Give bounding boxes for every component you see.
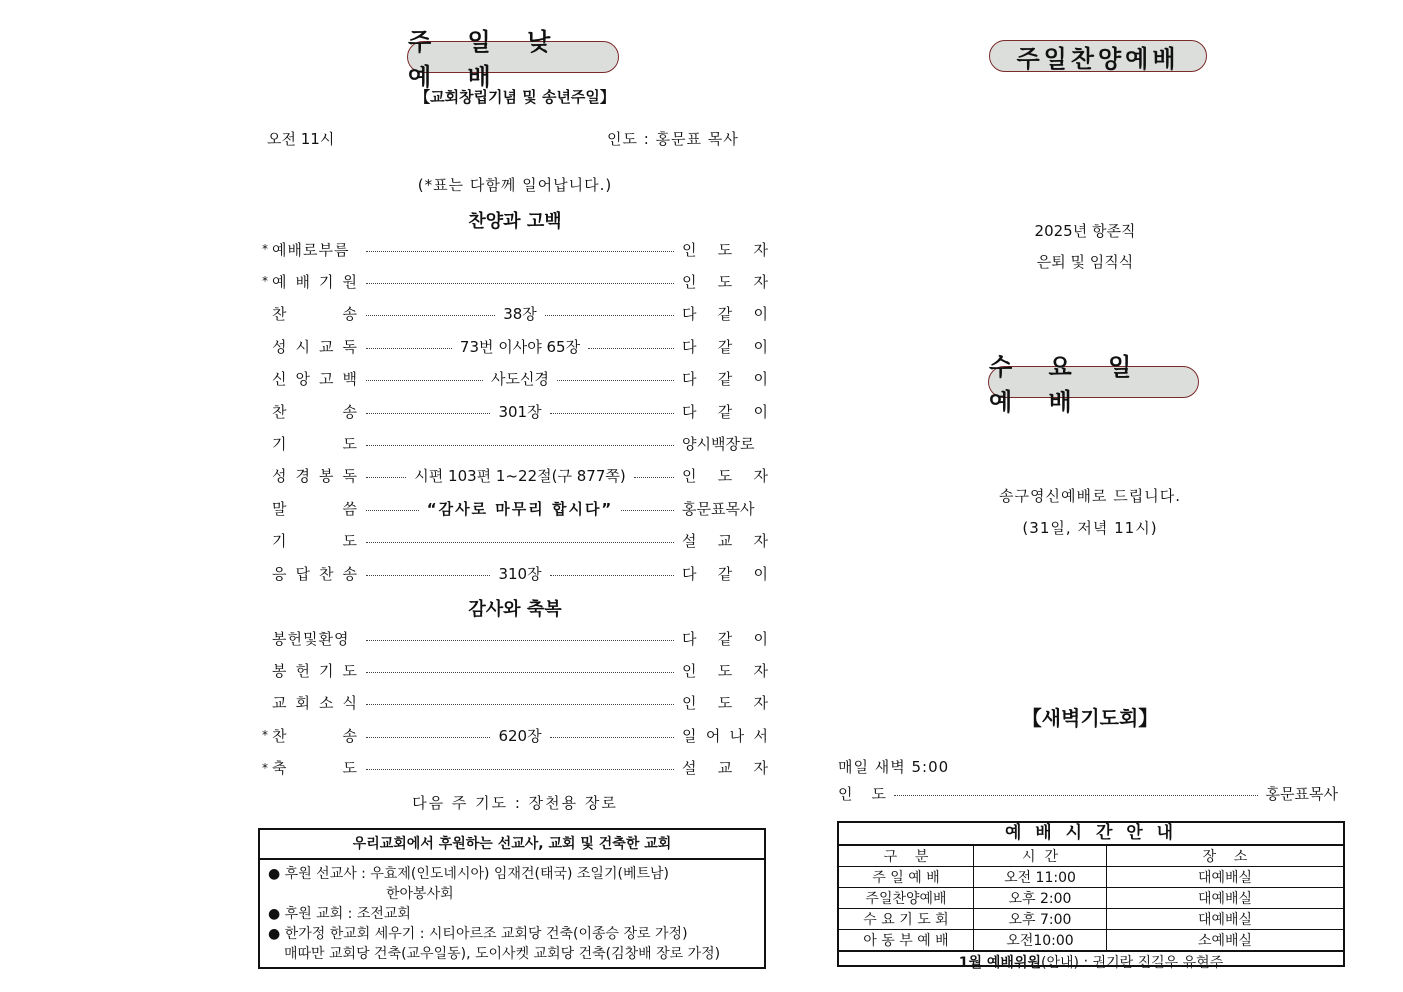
order-performer: 인 도 자 [682,240,768,259]
schedule-row [839,888,1343,909]
dawn-leader-label: 인 도 [838,785,887,803]
order-performer: 인 도 자 [682,467,769,486]
support-missionaries-cont: 한아봉사회 [386,886,454,902]
service-leader: 인도 : 홍문표 목사 [607,130,739,148]
standing-marker: * [262,274,268,289]
row-place: 대예배실 [1107,867,1344,888]
order-label: 찬 송 [272,402,358,421]
order-row [262,335,768,357]
order-detail: 301장 [498,402,542,421]
order-label: 축 도 [272,759,358,778]
dawn-time: 매일 새벽 5:00 [838,758,950,776]
schedule-footer [839,951,1343,975]
order-row [262,497,768,519]
order-performer: 양시백장로 [682,434,755,453]
order-row [262,238,768,260]
order-detail: 사도신경 [491,370,549,389]
support-church: ● 후원 교회 : 조전교회 [268,906,411,922]
order-row [262,465,768,487]
order-performer: 인 도 자 [682,694,768,713]
standing-marker: * [262,760,268,775]
leader-dots [366,769,674,770]
order-performer: 다 같 이 [682,564,768,583]
footer-rest: (안내) : 권기란 진길우 유현주 [1041,955,1224,971]
order-label: 교 회 소 식 [272,694,358,713]
leader-dots [588,348,674,349]
schedule-grid [839,845,1343,951]
leader-dots [366,315,495,316]
leader-dots [366,348,452,349]
order-row [262,659,768,681]
schedule-title: 예 배 시 간 안 내 [839,823,1343,845]
support-missionaries: ● 후원 선교사 : 우효제(인도네시아) 임재건(태국) 조일기(베트남) [268,866,669,882]
order-label: 말 씀 [272,499,358,518]
leader-dots [366,445,674,446]
order-label: 봉 헌 기 도 [272,661,358,680]
sunday-praise-title [989,40,1207,72]
leader-dots [634,477,674,478]
order-performer: 다 같 이 [682,337,769,356]
order-performer: 일 어 나 서 [682,726,768,745]
church-building: ● 한가정 한교회 세우기 : 시티아르조 교회당 건축(이종승 장로 가정) [268,926,688,942]
row-place: 대예배실 [1107,888,1344,909]
leader-dots [366,251,674,252]
row-category: 수 요 기 도 회 [839,909,974,930]
sunday-service-title [407,28,619,91]
leader-dots [366,413,490,414]
order-row [262,400,768,422]
church-building-cont: 매따만 교회당 건축(교우일동), 도이사켓 교회당 건축(김창배 장로 가정) [284,946,721,962]
order-performer: 다 같 이 [682,305,769,324]
section-thanks-blessing: 감사와 축복 [468,599,562,620]
order-performer: 인 도 자 [682,272,768,291]
order-label: 성 시 교 독 [272,337,358,356]
leader-dots [366,542,674,543]
row-place: 대예배실 [1107,909,1344,930]
order-row [262,432,768,454]
leader-dots [366,510,419,511]
standing-note: (*표는 다함께 일어납니다.) [417,176,613,194]
leader-dots [550,737,674,738]
order-row [262,692,768,714]
order-label: 예배로부름 [272,240,350,259]
leader-dots [366,477,406,478]
row-time: 오후 7:00 [974,909,1107,930]
leader-dots [557,380,674,381]
row-time: 오후 2:00 [974,888,1107,909]
next-week-prayer: 다음 주 기도 : 장천용 장로 [412,794,618,812]
support-box-title: 우리교회에서 후원하는 선교사, 교회 및 건축한 교회 [260,830,764,860]
title-text: 주 일 낮 예 배 [408,28,565,91]
footer-bold: 1월 예배위원 [958,955,1042,971]
row-time: 오전10:00 [974,930,1107,951]
header-category: 구 분 [839,846,974,867]
order-performer: 다 같 이 [682,402,768,421]
order-row [262,724,768,746]
order-performer: 다 같 이 [682,629,768,648]
row-time: 오전 11:00 [974,867,1107,888]
schedule-row [839,930,1343,951]
header-time: 시 간 [974,846,1107,867]
leader-dots [621,510,674,511]
order-label: 찬 송 [272,305,358,324]
order-performer: 설 교 자 [682,759,768,778]
order-detail: 73번 이사야 65장 [459,337,581,356]
order-label: 기 도 [272,532,358,551]
order-row [262,270,768,292]
order-row [262,303,768,325]
section-praise-confession: 찬양과 고백 [468,211,562,232]
dawn-prayer-title: 【새벽기도회】 [1021,706,1159,730]
order-performer: 인 도 자 [682,661,768,680]
wednesday-service-title [988,353,1199,416]
leader-dots [366,575,490,576]
schedule-row [839,867,1343,888]
leader-dots [366,672,674,673]
leader-dots [894,795,1257,796]
title-text: 수 요 일 예 배 [989,353,1146,416]
order-row [262,757,768,779]
schedule-table [837,821,1345,971]
order-row [262,530,768,552]
order-label: 예 배 기 원 [272,272,358,291]
leader-dots [366,737,490,738]
wednesday-line-1: 송구영신예배로 드립니다. [999,487,1181,505]
order-label: 기 도 [272,434,358,453]
order-label: 찬 송 [272,726,358,745]
dawn-leader: 홍문표목사 [1265,785,1338,803]
order-label: 응 답 찬 송 [272,564,358,583]
header-place: 장 소 [1107,846,1344,867]
schedule-header-row [839,846,1343,867]
leader-dots [366,283,674,284]
standing-marker: * [262,242,268,256]
row-category: 주일찬양예배 [839,888,974,909]
order-row [262,368,768,390]
order-label: 신 앙 고 백 [272,370,358,389]
service-subtitle: 【교회창립기념 및 송년주일】 [415,88,615,106]
order-detail: “감사로 마무리 합시다” [426,499,614,518]
order-detail: 38장 [503,305,537,324]
leader-dots [366,640,674,641]
service-time: 오전 11시 [267,130,335,148]
schedule-row [839,909,1343,930]
order-row [262,562,768,584]
order-label: 봉헌및환영 [272,629,350,648]
leader-dots [366,380,483,381]
order-detail: 620장 [498,726,542,745]
leader-dots [366,704,674,705]
row-category: 주 일 예 배 [839,867,974,888]
order-row [262,627,768,649]
order-label: 성 경 봉 독 [272,467,358,486]
event-line-2: 은퇴 및 임직식 [1036,253,1134,271]
event-line-1: 2025년 항존직 [1034,222,1136,240]
order-performer: 다 같 이 [682,370,768,389]
support-box [258,828,766,969]
order-detail: 시편 103편 1~22절(구 877쪽) [414,467,626,486]
order-performer: 홍문표목사 [682,499,755,518]
leader-dots [550,413,674,414]
standing-marker: * [262,728,268,743]
wednesday-line-2: (31일, 저녁 11시) [1022,519,1158,537]
row-place: 소예배실 [1107,930,1344,951]
row-category: 아 동 부 예 배 [839,930,974,951]
title-text: 주일찬양예배 [1016,44,1180,73]
dawn-leader-row [838,783,1338,804]
order-performer: 설 교 자 [682,532,768,551]
leader-dots [550,575,674,576]
order-detail: 310장 [498,564,542,583]
leader-dots [545,315,674,316]
